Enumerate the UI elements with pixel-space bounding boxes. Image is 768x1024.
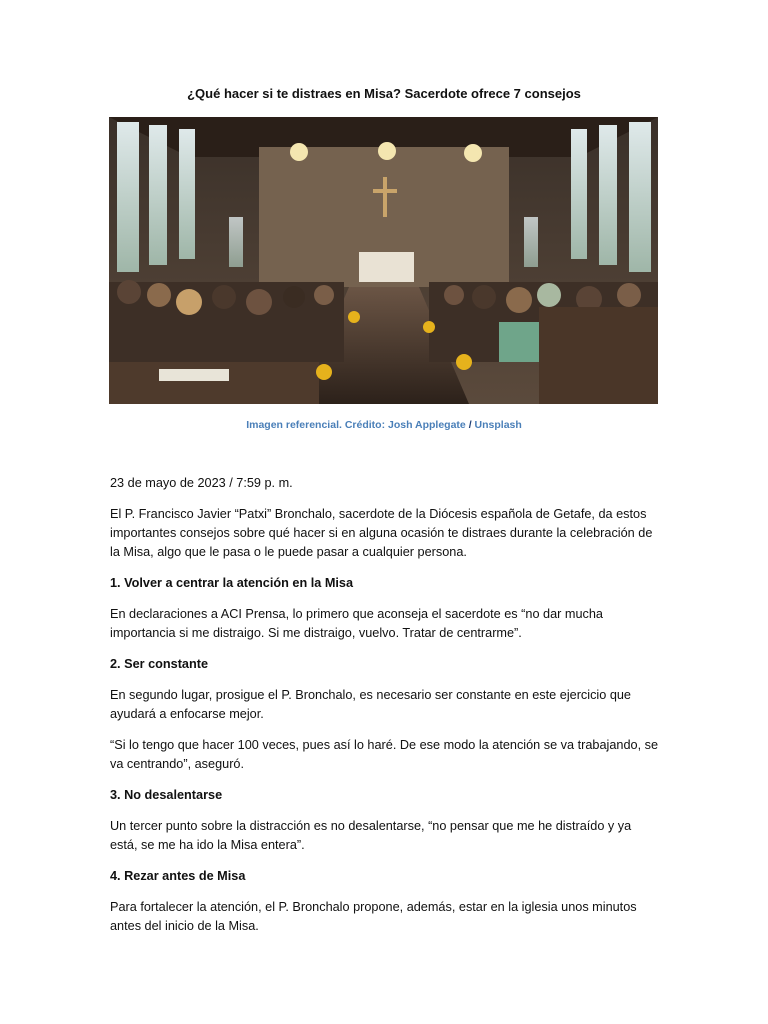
section-heading: 3. No desalentarse [110, 788, 223, 802]
section-heading: 4. Rezar antes de Misa [110, 869, 246, 883]
article-date: 23 de mayo de 2023 / 7:59 p. m. [110, 476, 293, 490]
section-heading: 1. Volver a centrar la atención en la Misa [110, 576, 354, 590]
section-paragraph: Para fortalecer la atención, el P. Bronchalo propone, además, estar en la iglesia unos minutos antes del inicio de la Misa. [110, 900, 637, 933]
caption-separator: / [468, 419, 472, 431]
image-caption [0, 419, 768, 431]
section-heading: 2. Ser constante [110, 657, 209, 671]
caption-source-link[interactable]: Unsplash [474, 419, 522, 431]
church-interior-photo [109, 117, 658, 404]
article-intro: El P. Francisco Javier “Patxi” Bronchalo, sacerdote de la Diócesis española de Getafe, da estos importantes consejos sobre qué hacer si en alguna ocasión te distraes durante la celebración de la Misa, algo que le pasa o le puede pasar a cualquier persona. [110, 507, 653, 559]
section-paragraph: En declaraciones a ACI Prensa, lo primero que aconseja el sacerdote es “no dar mucha importancia si me distraigo. Si me distraigo, vuelvo. Tratar de centrarme”. [110, 607, 603, 640]
section-paragraph: Un tercer punto sobre la distracción es no desalentarse, “no pensar que me he distraído y ya está, se me ha ido la Misa entera”. [110, 819, 632, 852]
caption-credit: Imagen referencial. Crédito: Josh Applegate [246, 419, 466, 431]
article-body [110, 474, 660, 948]
article-title: ¿Qué hacer si te distraes en Misa? Sacerdote ofrece 7 consejos [187, 86, 581, 101]
section-paragraph: “Si lo tengo que hacer 100 veces, pues así lo haré. De ese modo la atención se va trabajando, se va centrando”, aseguró. [110, 738, 659, 771]
section-paragraph: En segundo lugar, prosigue el P. Bronchalo, es necesario ser constante en este ejercicio que ayudará a enfocarse mejor. [110, 688, 631, 721]
